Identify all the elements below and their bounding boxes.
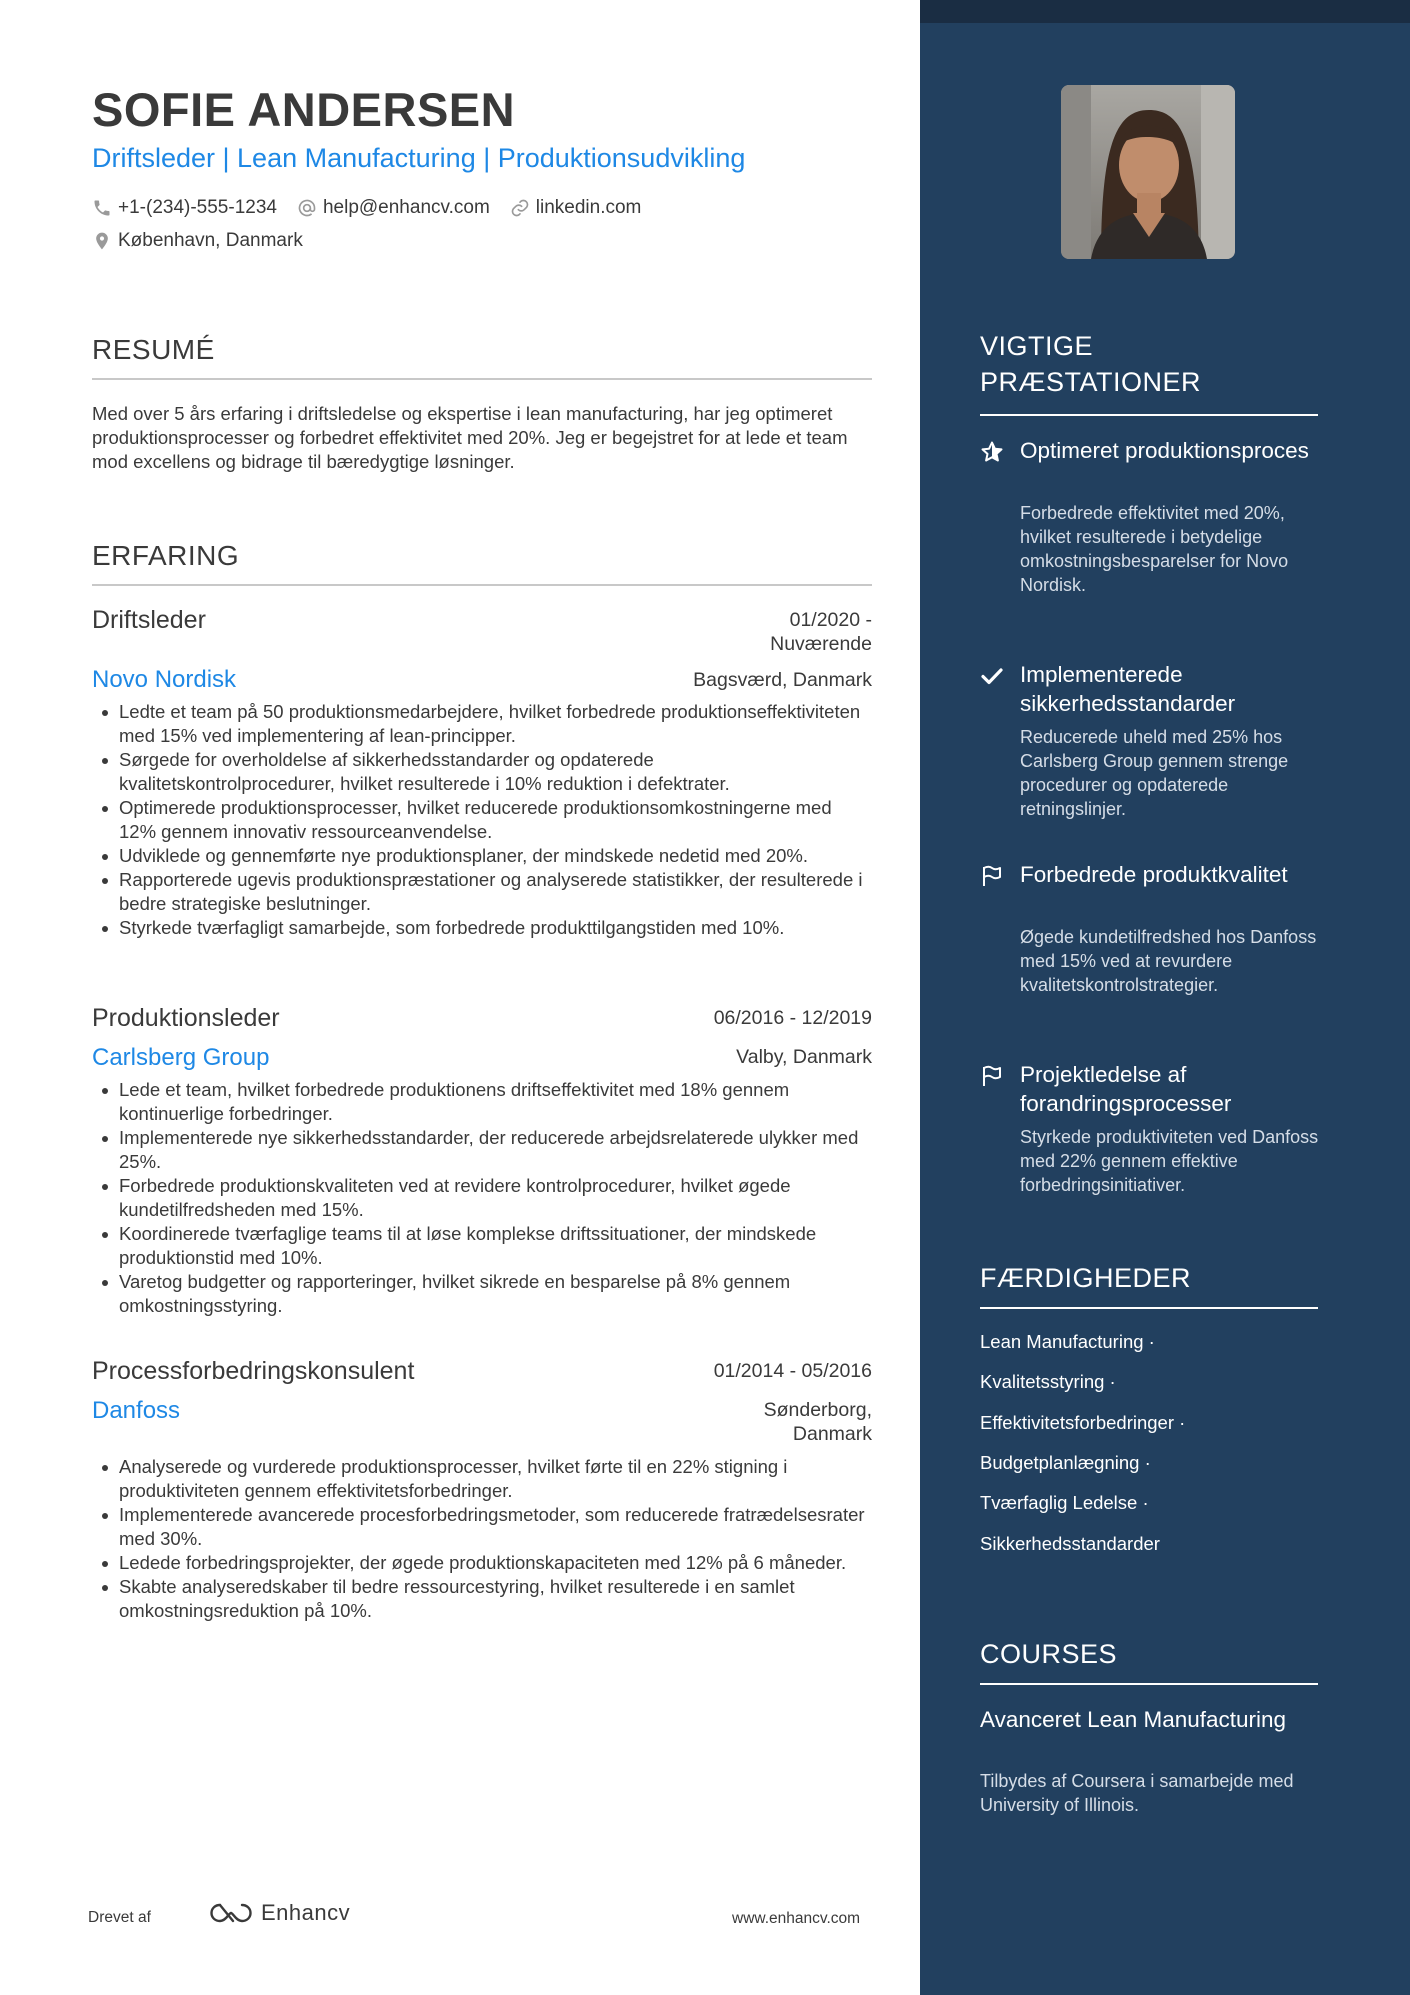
job-date-end: Nuværende xyxy=(770,633,872,655)
sidebar-top-bar xyxy=(920,0,1410,23)
achievement-desc: Forbedrede effektivitet med 20%, hvilket resulterede i betydelige omkostningsbesparelser for Novo Nordisk. xyxy=(1020,503,1289,595)
candidate-name: SOFIE ANDERSEN xyxy=(92,83,516,136)
job-company: Danfoss xyxy=(92,1397,181,1424)
contact-row-location xyxy=(92,230,323,252)
summary-title: RESUMÉ xyxy=(92,334,215,365)
achievement-title: Implementerede sikkerhedsstandarder xyxy=(1020,662,1236,716)
job-title: Produktionsleder xyxy=(92,1004,280,1032)
achievements-title-line1: VIGTIGE xyxy=(980,331,1094,361)
job-bullet: Udviklede og gennemførte nye produktionsplaner, der mindskede nedetid med 20%. xyxy=(92,844,872,868)
skills-title: FÆRDIGHEDER xyxy=(980,1263,1192,1293)
job-company: Novo Nordisk xyxy=(92,666,237,693)
link-icon xyxy=(510,198,530,218)
skill-item: Tværfaglig Ledelse · xyxy=(980,1492,1149,1513)
skills-divider xyxy=(980,1307,1318,1309)
enhancv-logo[interactable] xyxy=(207,1900,350,1926)
profile-photo xyxy=(1061,85,1235,259)
job-bullet: Ledte et team på 50 produktionsmedarbejdere, hvilket forbedrede produktionseffektiviteten med 15% ved implementering af lean-principper. xyxy=(92,700,872,748)
sidebar xyxy=(920,0,1410,1995)
job-date xyxy=(770,608,872,656)
achievements-title-line2: PRÆSTATIONER xyxy=(980,367,1202,397)
experience-title: ERFARING xyxy=(92,540,240,571)
achievement-desc: Øgede kundetilfredshed hos Danfoss med 15% ved at revurdere kvalitetskontrolstrategier. xyxy=(1020,927,1317,995)
flag-icon xyxy=(980,1064,1004,1088)
achievement-title: Optimeret produktionsproces xyxy=(1020,438,1309,463)
job-location-country: Danmark xyxy=(792,1423,872,1445)
job-date: 01/2014 - 05/2016 xyxy=(713,1360,872,1382)
job-bullet: Implementerede nye sikkerhedsstandarder, der reducerede arbejdsrelaterede ulykker med 25%. xyxy=(92,1126,872,1174)
courses-title: COURSES xyxy=(980,1639,1118,1669)
course-desc: Tilbydes af Coursera i samarbejde med University of Illinois. xyxy=(980,1771,1294,1815)
job-bullet: Koordinerede tværfaglige teams til at løse komplekse driftssituationer, der mindskede produktionstid med 10%. xyxy=(92,1222,872,1270)
job-company: Carlsberg Group xyxy=(92,1044,270,1071)
powered-by-label: Drevet af xyxy=(88,1909,151,1926)
email-text[interactable]: help@enhancv.com xyxy=(322,197,490,218)
contact-location xyxy=(92,230,303,252)
job-bullet: Lede et team, hvilket forbedrede produktionens driftseffektivitet med 18% gennem kontinuerlige forbedringer. xyxy=(92,1078,872,1126)
job-location: Valby, Danmark xyxy=(736,1046,872,1068)
job-title: Processforbedringskonsulent xyxy=(92,1357,415,1385)
skill-item: Effektivitetsforbedringer · xyxy=(980,1412,1186,1433)
skill-item: Sikkerhedsstandarder xyxy=(980,1533,1160,1554)
job-location: Bagsværd, Danmark xyxy=(693,669,872,691)
location-text: København, Danmark xyxy=(118,230,303,251)
job-location-city: Sønderborg, xyxy=(763,1399,872,1421)
job-bullet: Rapporterede ugevis produktionspræstationer og analyserede statistikker, der resulterede i bedre strategiske beslutninger. xyxy=(92,868,872,916)
achievement-desc: Reducerede uheld med 25% hos Carlsberg Group gennem strenge procedurer og opdaterede retningslinjer. xyxy=(1020,727,1289,819)
skill-item: Budgetplanlægning · xyxy=(980,1452,1151,1473)
summary-divider xyxy=(92,378,872,380)
experience-divider xyxy=(92,584,872,586)
flag-icon xyxy=(980,864,1004,888)
job-bullet: Sørgede for overholdelse af sikkerhedsstandarder og opdaterede kvalitetskontrolprocedurer, hvilket resulterede i 10% reduktion i defektrater. xyxy=(92,748,872,796)
achievements-divider xyxy=(980,414,1318,416)
job-bullet: Varetog budgetter og rapporteringer, hvilket sikrede en besparelse på 8% gennem omkostningsstyring. xyxy=(92,1270,872,1318)
location-pin-icon xyxy=(92,231,112,251)
job-bullets xyxy=(92,700,872,940)
star-icon xyxy=(980,440,1004,464)
job-bullet: Forbedrede produktionskvaliteten ved at revidere kontrolprocedurer, hvilket øgede kundetilfredsheden med 15%. xyxy=(92,1174,872,1222)
job-bullet: Implementerede avancerede procesforbedringsmetoder, som reducerede fratrædelsesrater med 30%. xyxy=(92,1503,872,1551)
linkedin-text[interactable]: linkedin.com xyxy=(535,197,642,218)
job-bullet: Analyserede og vurderede produktionsprocesser, hvilket førte til en 22% stigning i produktiviteten gennem effektivitetsforbedringer. xyxy=(92,1455,872,1503)
summary-text: Med over 5 års erfaring i driftsledelse og ekspertise i lean manufacturing, har jeg optimeret produktionsprocesser og forbedret effektivitet med 20%. Jeg er begejstret for at lede et team mod excellens og bidrage til bæredygtige løsninger. xyxy=(92,403,848,472)
contact-linkedin[interactable] xyxy=(510,197,642,219)
footer-url[interactable]: www.enhancv.com xyxy=(732,1910,861,1927)
job-date-start: 01/2020 - xyxy=(789,609,872,631)
achievement-desc: Styrkede produktiviteten ved Danfoss med 22% gennem effektive forbedringsinitiativer. xyxy=(1020,1127,1319,1195)
at-icon xyxy=(297,198,317,218)
achievement-title: Projektledelse af forandringsprocesser xyxy=(1020,1062,1232,1116)
skill-item: Kvalitetsstyring · xyxy=(980,1371,1116,1392)
job-location xyxy=(764,1398,872,1446)
job-title: Driftsleder xyxy=(92,606,206,634)
course-title: Avanceret Lean Manufacturing xyxy=(980,1707,1287,1732)
job-bullet: Styrkede tværfagligt samarbejde, som forbedrede produkttilgangstiden med 10%. xyxy=(92,916,872,940)
phone-text: +1-(234)-555-1234 xyxy=(118,197,277,218)
courses-divider xyxy=(980,1683,1318,1685)
contact-phone xyxy=(92,197,277,219)
job-date: 06/2016 - 12/2019 xyxy=(713,1007,872,1029)
job-bullet: Ledede forbedringsprojekter, der øgede produktionskapaciteten med 12% på 6 måneder. xyxy=(92,1551,872,1575)
infinity-logo-icon xyxy=(207,1900,255,1926)
contact-row xyxy=(92,197,661,219)
phone-icon xyxy=(92,198,112,218)
job-bullets xyxy=(92,1078,872,1318)
headline: Driftsleder | Lean Manufacturing | Produktionsudvikling xyxy=(92,143,746,173)
job-bullet: Skabte analyseredskaber til bedre ressourcestyring, hvilket resulterede i en samlet omkostningsreduktion på 10%. xyxy=(92,1575,872,1623)
job-bullet: Optimerede produktionsprocesser, hvilket reducerede produktionsomkostningerne med 12% gennem innovativ ressourceanvendelse. xyxy=(92,796,872,844)
check-icon xyxy=(980,664,1004,688)
achievements-title xyxy=(980,328,1201,400)
skill-item: Lean Manufacturing · xyxy=(980,1331,1155,1352)
contact-email[interactable] xyxy=(297,197,490,219)
job-bullets xyxy=(92,1455,872,1623)
enhancv-logo-text: Enhancv xyxy=(261,1900,351,1925)
achievement-title: Forbedrede produktkvalitet xyxy=(1020,862,1288,887)
